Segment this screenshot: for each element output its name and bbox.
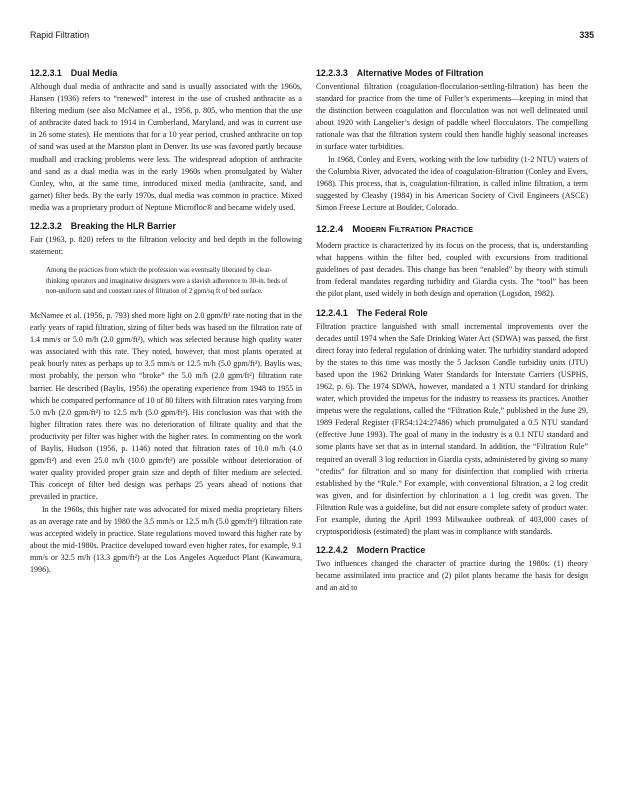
section-heading-hlr-barrier — [30, 221, 302, 231]
section-number: 12.2.3.3 — [316, 68, 348, 78]
paragraph-conley-evers: In 1968, Conley and Evers, working with the low turbidity (1-2 NTU) waters of the Columbia River, advocated the idea of coagulation-filtration (Conley and Evers, 1968). This process, that is, coagulation-filtration, is called inline filtration, a term suggested by Cleasby (1984) in his American Society of Civil Engineers (ASCE) Simon Freese Lecture at Boulder, Colorado. — [316, 154, 588, 212]
paragraph-1960s: In the 1960s, this higher rate was advocated for mixed media proprietary filters as an average rate and by 1980 the 3.5 mm/s or 12.5 m/h (5.0 gpm/ft²) filtration rate was accepted widely in practice. State regulations moved toward this higher rate by about the mid-1980s. Practice developed toward even higher rates, for example, 9.1 mm/s or 32.5 m/h (13.3 gpm/ft²) at the Los Angeles Aqueduct Plant (Kawamura, 1996). — [30, 504, 302, 574]
section-heading-alternative-modes — [316, 68, 588, 78]
section-title: Breaking the HLR Barrier — [70, 221, 176, 232]
paragraph-modern-practice-intro: Modern practice is characterized by its focus on the process, that is, understanding what happens within the filter bed, coupled with excursions from traditional guidelines of past decades. This change has been “enabled” by theory with stimuli from federal mandates regarding turbidity and Giardia cysts. The “tool” has been the pilot plant, used widely in both design and operation (Logsdon, 1982). — [316, 241, 588, 299]
paragraph-federal-role: Filtration practice languished with small incremental improvements over the decades until 1974 when the Safe Drinking Water Act (SDWA) was passed, the first direct foray into federal regulation of drinking water. The turbidity standard adopted by the states to this time was mostly the 5 Jackson Candle turbidity units (JTU) based upon the 1962 Drinking Water Standards for Interstate Carriers (USPHS, 1962, p. 6). The 1974 SDWA, however, mandated a 1 NTU standard for drinking water, which provided the impetus for the industry to reassess its practices. Another impetus were the regulations, called the “Filtration Rule,” published in the June 29, 1989 Federal Register (FR54:124:27486) which promulgated a 0.5 NTU standard (effective June 1993). The goal of many in the industry is a 0.1 NTU standard and some plants have set that as in internal standard. In addition, the “Filtration Rule” required an overall 3 log reduction in Giardia cysts, administered by giving so many “credits” for filtration and so many for disinfection that complied with criteria established by the “Rule.” For example, with conventional filtration, a 2 log credit was given, and for disinfection by chlorination a 1 log credit was given. The Filtration Rule was a guideline, but did not ensure complete safety of product water. For example, during the April 1993 Milwaukee outbreak of 403,000 cases of cryptosporidiosis (estimated) the plant was in compliance with standards. — [316, 321, 588, 537]
section-number: 12.2.3.2 — [30, 221, 62, 232]
section-heading-modern-filtration-practice — [316, 224, 588, 235]
paragraph-dual-media: Although dual media of anthracite and sand is usually associated with the 1960s, Hansen (1936) refers to “renewed” interest in the use of crushed anthracite as a filtering medium (see also McNamee et al., 1956, p. 805, who mention that the use of anthracite dated back to 1914 in Cumberland, Maryland, and was in current use in 26 some states). He mentions that for a 10 year period, crushed anthracite on top of sand was used at the Marston plant in Denver. Its use was favored partly because mudball and cracking problems were less. The widespread adoption of anthracite and sand as a dual media was in the early 1960s when promulgated by Walter Conley, who, at the same time, introduced mixed media (anthracite, sand, and garnet) filter beds. By the early 1970s, dual media was common in practice. Mixed media was a proprietary product of Neptune Microfloc® and became widely used. — [30, 82, 302, 212]
paragraph-conventional-filtration: Conventional filtration (coagulation-flocculation-settling-filtration) has been the standard for practice from the time of Fuller’s experiments—keeping in mind that the distinction between coagulation and flocculation was not well delineated until about 1920 with Langelier’s design of paddle wheel flocculators. The compelling rationale was that the filtration system could then handle highly seasonal increases in surface water turbidities. — [316, 82, 588, 152]
section-title: Modern Filtration Practice — [352, 224, 474, 236]
section-title: Alternative Modes of Filtration — [356, 68, 484, 78]
section-title: Modern Practice — [356, 545, 426, 556]
running-title: Rapid Filtration — [30, 30, 90, 40]
section-heading-federal-role — [316, 308, 588, 318]
paragraph-two-influences: Two influences changed the character of practice during the 1980s: (1) theory became assimilated into practice and (2) pilot plants became the basis for design and an aid to — [316, 559, 588, 593]
section-number: 12.2.4.1 — [316, 307, 348, 318]
section-heading-dual-media — [30, 68, 302, 78]
section-title: Dual Media — [70, 68, 118, 78]
right-column — [316, 68, 588, 780]
section-number: 12.2.4 — [316, 224, 344, 236]
paragraph-fair-intro: Fair (1963, p. 820) refers to the filtration velocity and bed depth in the following statement: — [30, 235, 302, 257]
section-number: 12.2.4.2 — [316, 545, 348, 556]
section-heading-modern-practice — [316, 545, 588, 555]
section-title: The Federal Role — [356, 307, 428, 318]
section-number: 12.2.3.1 — [30, 68, 62, 78]
page-number: 335 — [579, 30, 594, 40]
running-head — [30, 30, 594, 44]
left-column — [30, 68, 302, 780]
block-quote: Among the practices from which the profession was eventually liberated by clear-thinking operators and imaginative designers were a slavish adherence to 30-in. beds of non-uniform sand and constant rates of filtration of 2 gpm/sq ft of bed surface. — [46, 267, 288, 296]
paragraph-mcnamee: McNamee et al. (1956, p. 793) shed more light on 2.0 gpm/ft² rate noting that in the early years of rapid filtration, sizing of filter beds was based on the filtration rate of 1.4 mm/s or 5.0 m/h (2.0 gpm/ft²), which was selected because high quality water was associated with this rate. They noted, however, that most plants operated at peak hourly rates as perhaps up to 3.5 mm/s or 12.5 m/h (5.0 gpm/ft²). Baylis was, most probably, the person who “broke” the 5.0 m/h (2.0 gpm/ft²) filtration rate barrier. He described (Baylis, 1956) the operating experience from 1948 to 1955 in which he compared performance of 10 of 80 filters with filtration rates varying from 5.0 m/h (2.0 gpm/ft²) to 12.5 m/h (5.0 gpm/ft²). His conclusion was that with the higher filtration rates there was no deterioration of filtrate quality and that the productivity per filter was higher with the higher rates. In commenting on the work of Baylis, Hudson (1956, p. 1146) noted that filtration rates of 10.0 m/h (4.0 gpm/ft²) and even 25.0 m/h (10.0 gpm/ft²) are possible without deterioration of water quality provided proper grain size and depth of filter medium are selected. This concept of filter bed design was perhaps 25 years ahead of notions that prevailed in practice. — [30, 311, 302, 502]
